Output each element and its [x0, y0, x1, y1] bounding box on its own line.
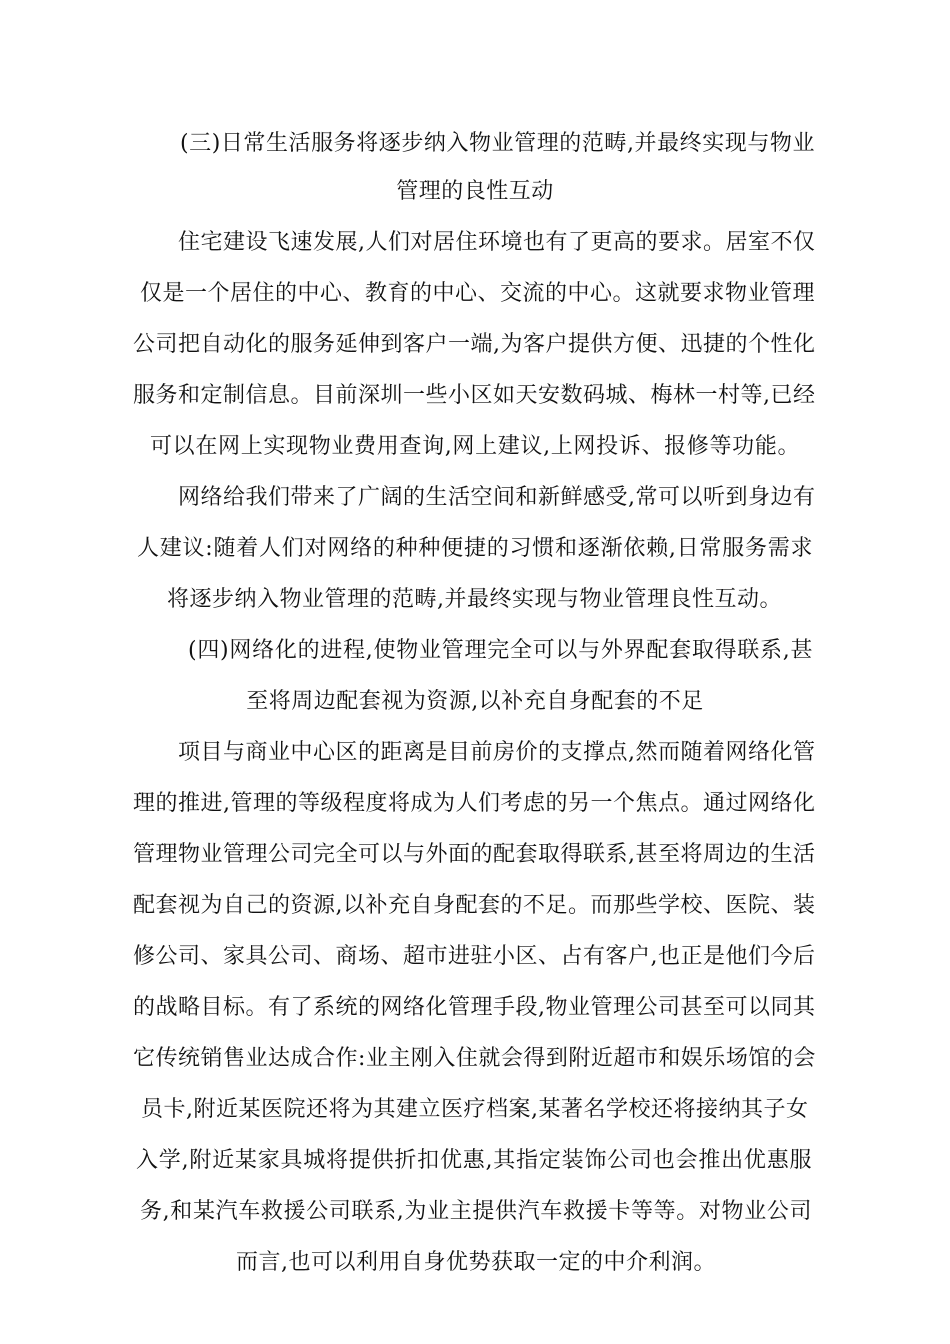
paragraph-3-line-8: 员卡,附近某医院还将为其建立医疗档案,某著名学校还将接纳其子女: [141, 1097, 809, 1122]
paragraph-3-line-7: 它传统销售业达成合作:业主刚入住就会得到附近超市和娱乐场馆的会: [133, 1046, 816, 1071]
paragraph-3-line-9: 入学,附近某家具城将提供折扣优惠,其指定装饰公司也会推出优惠服: [136, 1148, 812, 1173]
paragraph-3-line-10: 务,和某汽车救援公司联系,为业主提供汽车救援卡等等。对物业公司: [140, 1199, 812, 1224]
paragraph-3-line-3: 管理物业管理公司完全可以与外面的配套取得联系,甚至将周边的生活: [133, 842, 816, 867]
paragraph-2-line-1: 网络给我们带来了广阔的生活空间和新鲜感受,常可以听到身边有: [178, 485, 816, 510]
heading-3-line-1: (三)日常生活服务将逐步纳入物业管理的范畴,并最终实现与物业: [180, 131, 815, 156]
heading-3-line-2: 管理的良性互动: [396, 179, 554, 204]
paragraph-1-line-4: 服务和定制信息。目前深圳一些小区如天安数码城、梅林一村等,已经: [133, 383, 816, 408]
paragraph-2-line-2: 人建议:随着人们对网络的种种便捷的习惯和逐渐依赖,日常服务需求: [137, 536, 813, 561]
paragraph-3-line-2: 理的推进,管理的等级程度将成为人们考虑的另一个焦点。通过网络化: [133, 791, 816, 816]
heading-4-line-2: 至将周边配套视为资源,以补充自身配套的不足: [246, 689, 704, 714]
paragraph-1-line-2: 仅是一个居住的中心、教育的中心、交流的中心。这就要求物业管理: [140, 281, 816, 306]
paragraph-1-line-5: 可以在网上实现物业费用查询,网上建议,上网投诉、报修等功能。: [150, 434, 800, 459]
paragraph-3-line-4: 配套视为自己的资源,以补充自身配套的不足。而那些学校、医院、装: [133, 893, 816, 918]
paragraph-2-line-3: 将逐步纳入物业管理的范畴,并最终实现与物业管理良性互动。: [167, 587, 782, 612]
paragraph-3-line-5: 修公司、家具公司、商场、超市进驻小区、占有客户,也正是他们今后: [133, 944, 816, 969]
paragraph-3-line-1: 项目与商业中心区的距离是目前房价的支撑点,然而随着网络化管: [178, 740, 816, 765]
paragraph-3-line-11: 而言,也可以利用自身优势获取一定的中介利润。: [236, 1250, 716, 1275]
paragraph-3-line-6: 的战略目标。有了系统的网络化管理手段,物业管理公司甚至可以同其: [133, 995, 816, 1020]
paragraph-1-line-3: 公司把自动化的服务延伸到客户一端,为客户提供方便、迅捷的个性化: [133, 332, 816, 357]
heading-4-line-1: (四)网络化的进程,使物业管理完全可以与外界配套取得联系,甚: [188, 638, 813, 663]
paragraph-1-line-1: 住宅建设飞速发展,人们对居住环境也有了更高的要求。居室不仅: [178, 230, 816, 255]
